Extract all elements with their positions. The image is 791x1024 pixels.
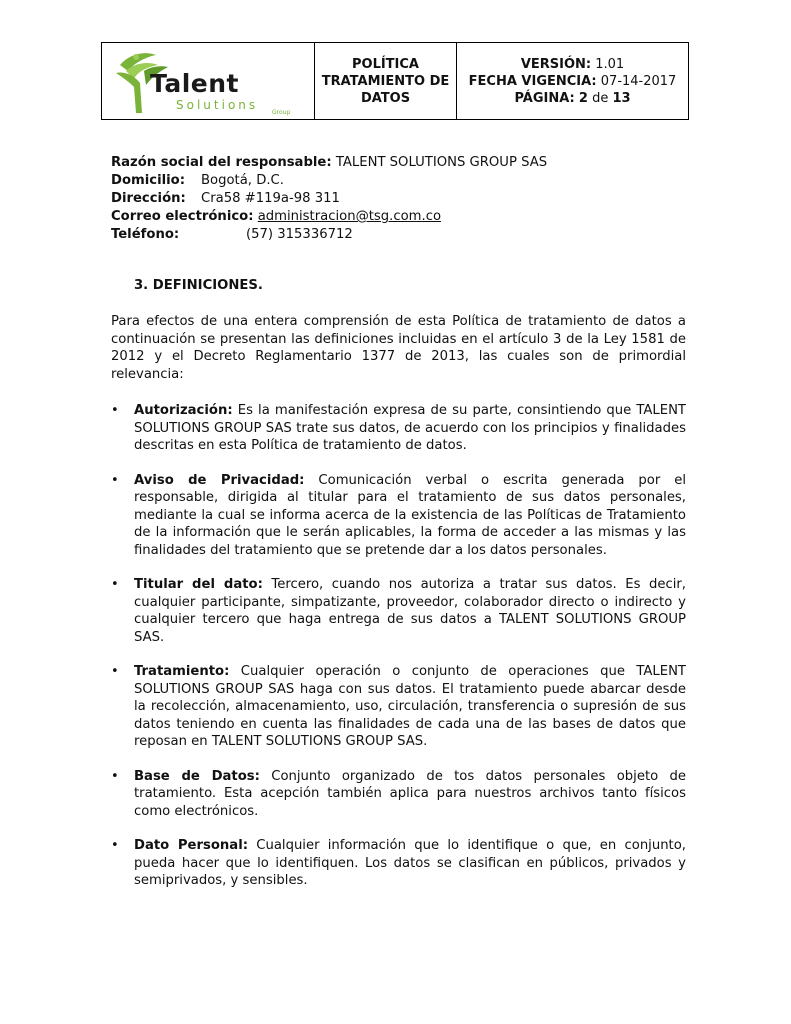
definition-item <box>111 768 686 821</box>
version-info <box>457 43 688 119</box>
title-line: DATOS <box>360 90 411 106</box>
razon-social-row: Razón social del responsable: TALENT SOLUTIONS GROUP SAS <box>111 155 548 170</box>
page-row: PÁGINA: 2 de 13 <box>514 90 631 106</box>
definition-term: Base de Datos: <box>134 768 260 784</box>
definition-term: Autorización: <box>134 403 233 418</box>
definition-term: Aviso de Privacidad: <box>134 472 305 488</box>
definition-item <box>111 837 686 890</box>
logo-subtitle: Solutions <box>176 98 259 112</box>
telefono-row: Teléfono: (57) 315336712 <box>111 227 353 242</box>
logo-wordmark: Talent <box>150 69 239 98</box>
definition-term: Tratamiento: <box>134 664 230 679</box>
section-heading: 3. DEFINICIONES. <box>134 278 263 293</box>
definition-text: Es la manifestación expresa de su parte, consintiendo que TALENT SOLUTIONS GROUP SAS trate sus datos, de acuerdo con los principios y finalidades descritas en esta Política de tratamiento de datos. <box>134 403 686 453</box>
definition-item <box>111 402 686 455</box>
definition-text: Conjunto organizado de tos datos personales objeto de tratamiento. Esta acepción también aplica para nuestros archivos tanto físicos como electrónicos. <box>134 768 686 819</box>
definition-text: Comunicación verbal o escrita generada por el responsable, dirigida al titular para el tratamiento de sus datos personales, mediante la cual se informa acerca de la existencia de las Políticas de Tratamiento de la información que le serán aplicables, la forma de acceder a las mismas y las finalidades del tratamiento que se pretende dar a los datos personales. <box>134 472 687 558</box>
logo-group-label: Group <box>272 109 291 116</box>
definition-text: Tercero, cuando nos autoriza a tratar sus datos. Es decir, cualquier participante, simpatizante, proveedor, colaborador directo o indirecto y cualquier tercero que haga entrega de sus datos a TALENT SOLUTIONS GROUP SAS. <box>134 577 686 645</box>
definition-item <box>111 472 686 560</box>
definitions-list <box>111 402 686 907</box>
correo-row: Correo electrónico: administracion@tsg.com.co <box>111 209 442 224</box>
title-line: POLÍTICA <box>351 56 419 72</box>
email-link[interactable]: administracion@tsg.com.co <box>257 209 442 224</box>
definition-text: Cualquier operación o conjunto de operaciones que TALENT SOLUTIONS GROUP SAS haga con sus datos. El tratamiento puede abarcar desde la recolección, almacenamiento, uso, circulación, transferencia o supresión de sus datos teniendo en cuenta las finalidades de cada una de las bases de datos que reposan en TALENT SOLUTIONS GROUP SAS. <box>134 664 686 749</box>
definition-term: Dato Personal: <box>134 838 248 853</box>
title-line: TRATAMIENTO DE <box>321 73 450 89</box>
document-header <box>101 42 689 120</box>
direccion-row: Dirección: Cra58 #119a-98 311 <box>111 191 340 206</box>
definition-term: Titular del dato: <box>134 577 263 592</box>
intro-paragraph: Para efectos de una entera comprensión de esta Política de tratamiento de datos a continuación se presentan las definiciones incluidas en el artículo 3 de la Ley 1581 de 2012 y el Decreto Reglamentario 1377 de 2013, las cuales son de primordial relevancia: <box>111 314 686 382</box>
domicilio-row: Domicilio: Bogotá, D.C. <box>111 173 284 188</box>
document-title <box>315 43 457 119</box>
date-row: FECHA VIGENCIA: 07-14-2017 <box>468 73 677 89</box>
definition-item <box>111 576 686 646</box>
version-row: VERSIÓN: 1.01 <box>520 56 625 72</box>
definition-item <box>111 663 686 751</box>
definition-text: Cualquier información que lo identifique o que, en conjunto, pueda hacer que lo identifiquen. Los datos se clasifican en públicos, privados y semiprivados, y sensibles. <box>134 838 686 888</box>
company-logo <box>102 43 315 119</box>
